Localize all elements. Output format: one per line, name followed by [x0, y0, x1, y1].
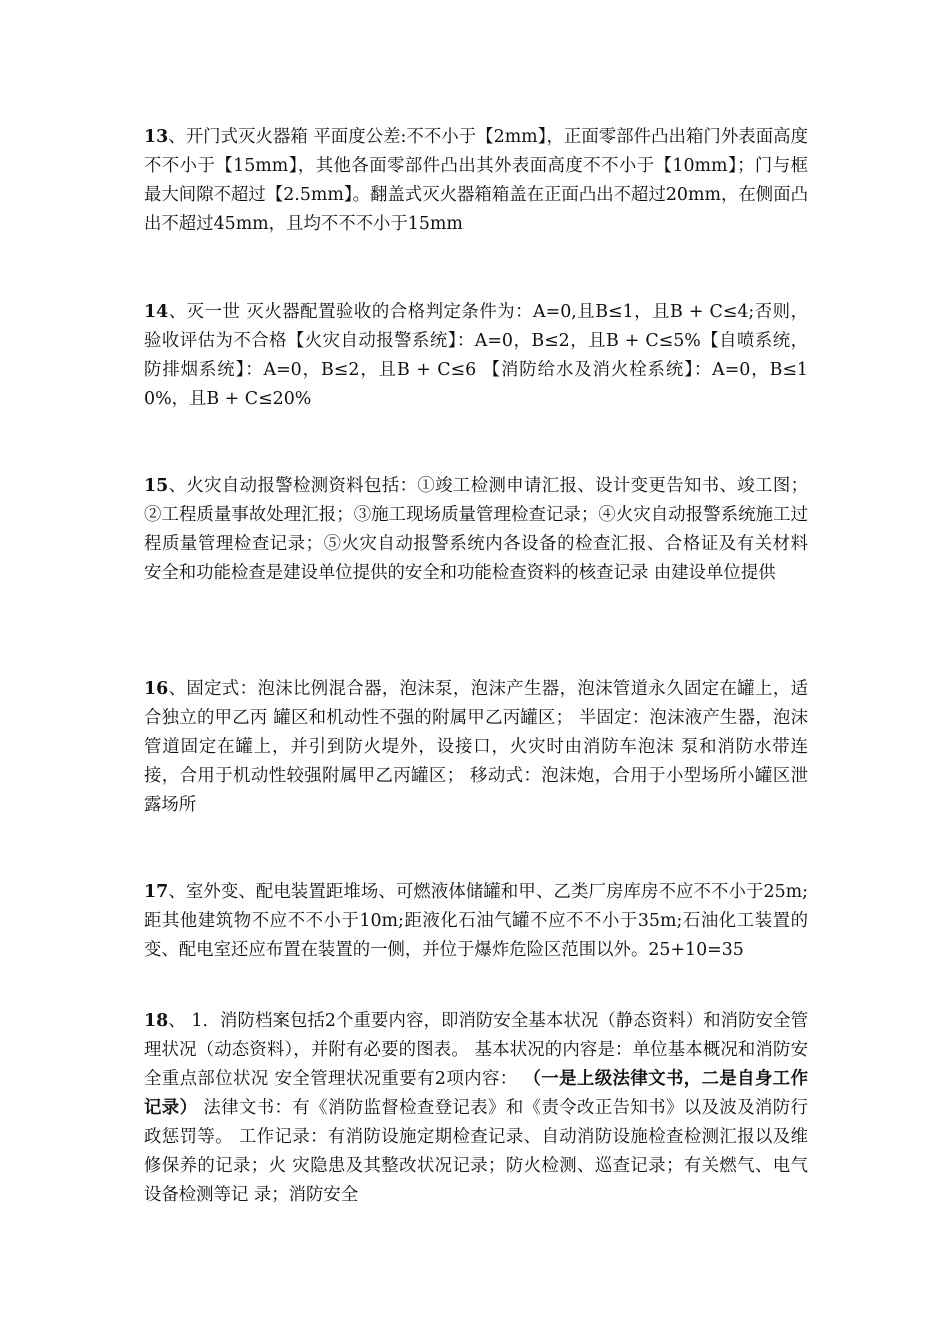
item-text: 、室外变、配电装置距堆场、可燃液体储罐和甲、乙类厂房库房不应不不小于25m;距其他建筑物不应不不小于10m;距液化石油气罐不应不不小于35m;石油化工装置的变、配电室还应布置在装置的一侧，并位于爆炸危险区范围以外。25+10=35	[144, 882, 808, 960]
item-text: 、灭一世 灭火器配置验收的合格判定条件为：A=0,且B≤1，且B + C≤4;否则，验收评估为不合格【火灾自动报警系统】：A=0，B≤2，且B + C≤5%【自喷系统，防排烟系统】：A=0，B≤2，且B + C≤6 【消防给水及消火栓系统】：A=0，B≤10%，且B + C≤20%	[144, 302, 808, 409]
item-number: 13	[144, 127, 169, 147]
item-text: 、开门式灭火器箱 平面度公差:不不小于【2mm】，正面零部件凸出箱门外表面高度不不小于【15mm】，其他各面零部件凸出其外表面高度不不小于【10mm】；门与框最大间隙不超过【2.5mm】。翻盖式灭火器箱箱盖在正面凸出不超过20mm，在侧面凸出不超过45mm，且均不不不小于15mm	[144, 127, 808, 234]
item-number: 16	[144, 679, 169, 699]
item-text-emphasis: （一是上级法律文书，二是自身工作记录）	[144, 1069, 808, 1118]
item-number: 18	[144, 1011, 169, 1031]
paragraph-item-18	[144, 1007, 808, 1210]
item-number: 15	[144, 476, 169, 496]
item-text: 、固定式：泡沫比例混合器，泡沫泵，泡沫产生器，泡沫管道永久固定在罐上，适合独立的甲乙丙 罐区和机动性不强的附属甲乙丙罐区； 半固定：泡沫液产生器，泡沫管道固定在罐上，并引到防火堤外，设接口，火灾时由消防车泡沫 泵和消防水带连接，合用于机动性较强附属甲乙丙罐区； 移动式：泡沫炮，合用于小型场所小罐区泄露场所	[144, 679, 808, 815]
item-number: 14	[144, 302, 169, 322]
item-text: 法律文书：有《消防监督检查登记表》和《责令改正告知书》以及波及消防行政惩罚等。 工作记录：有消防设施定期检查记录、自动消防设施检查检测汇报以及维修保养的记录；火 灾隐患及其整改状况记录；防火检测、巡查记录；有关燃气、电气设备检测等记 录；消防安全	[144, 1098, 808, 1205]
item-number: 17	[144, 882, 169, 902]
item-text: 、 1．消防档案包括2个重要内容，即消防安全基本状况（静态资料）和消防安全管理状况（动态资料），并附有必要的图表。 基本状况的内容是：单位基本概况和消防安全重点部位状况 安全管理状况重要有2项内容：	[144, 1011, 808, 1089]
paragraph-item-17	[144, 878, 808, 965]
paragraph-item-14	[144, 298, 808, 414]
paragraph-item-13	[144, 123, 808, 239]
paragraph-item-16	[144, 675, 808, 820]
paragraph-item-15	[144, 472, 808, 588]
item-text: 、火灾自动报警检测资料包括：①竣工检测申请汇报、设计变更告知书、竣工图；②工程质量事故处理汇报；③施工现场质量管理检查记录；④火灾自动报警系统施工过程质量管理检查记录；⑤火灾自动报警系统内各设备的检查汇报、合格证及有关材料 安全和功能检查是建设单位提供的安全和功能检查资料的核查记录 由建设单位提供	[144, 476, 808, 583]
